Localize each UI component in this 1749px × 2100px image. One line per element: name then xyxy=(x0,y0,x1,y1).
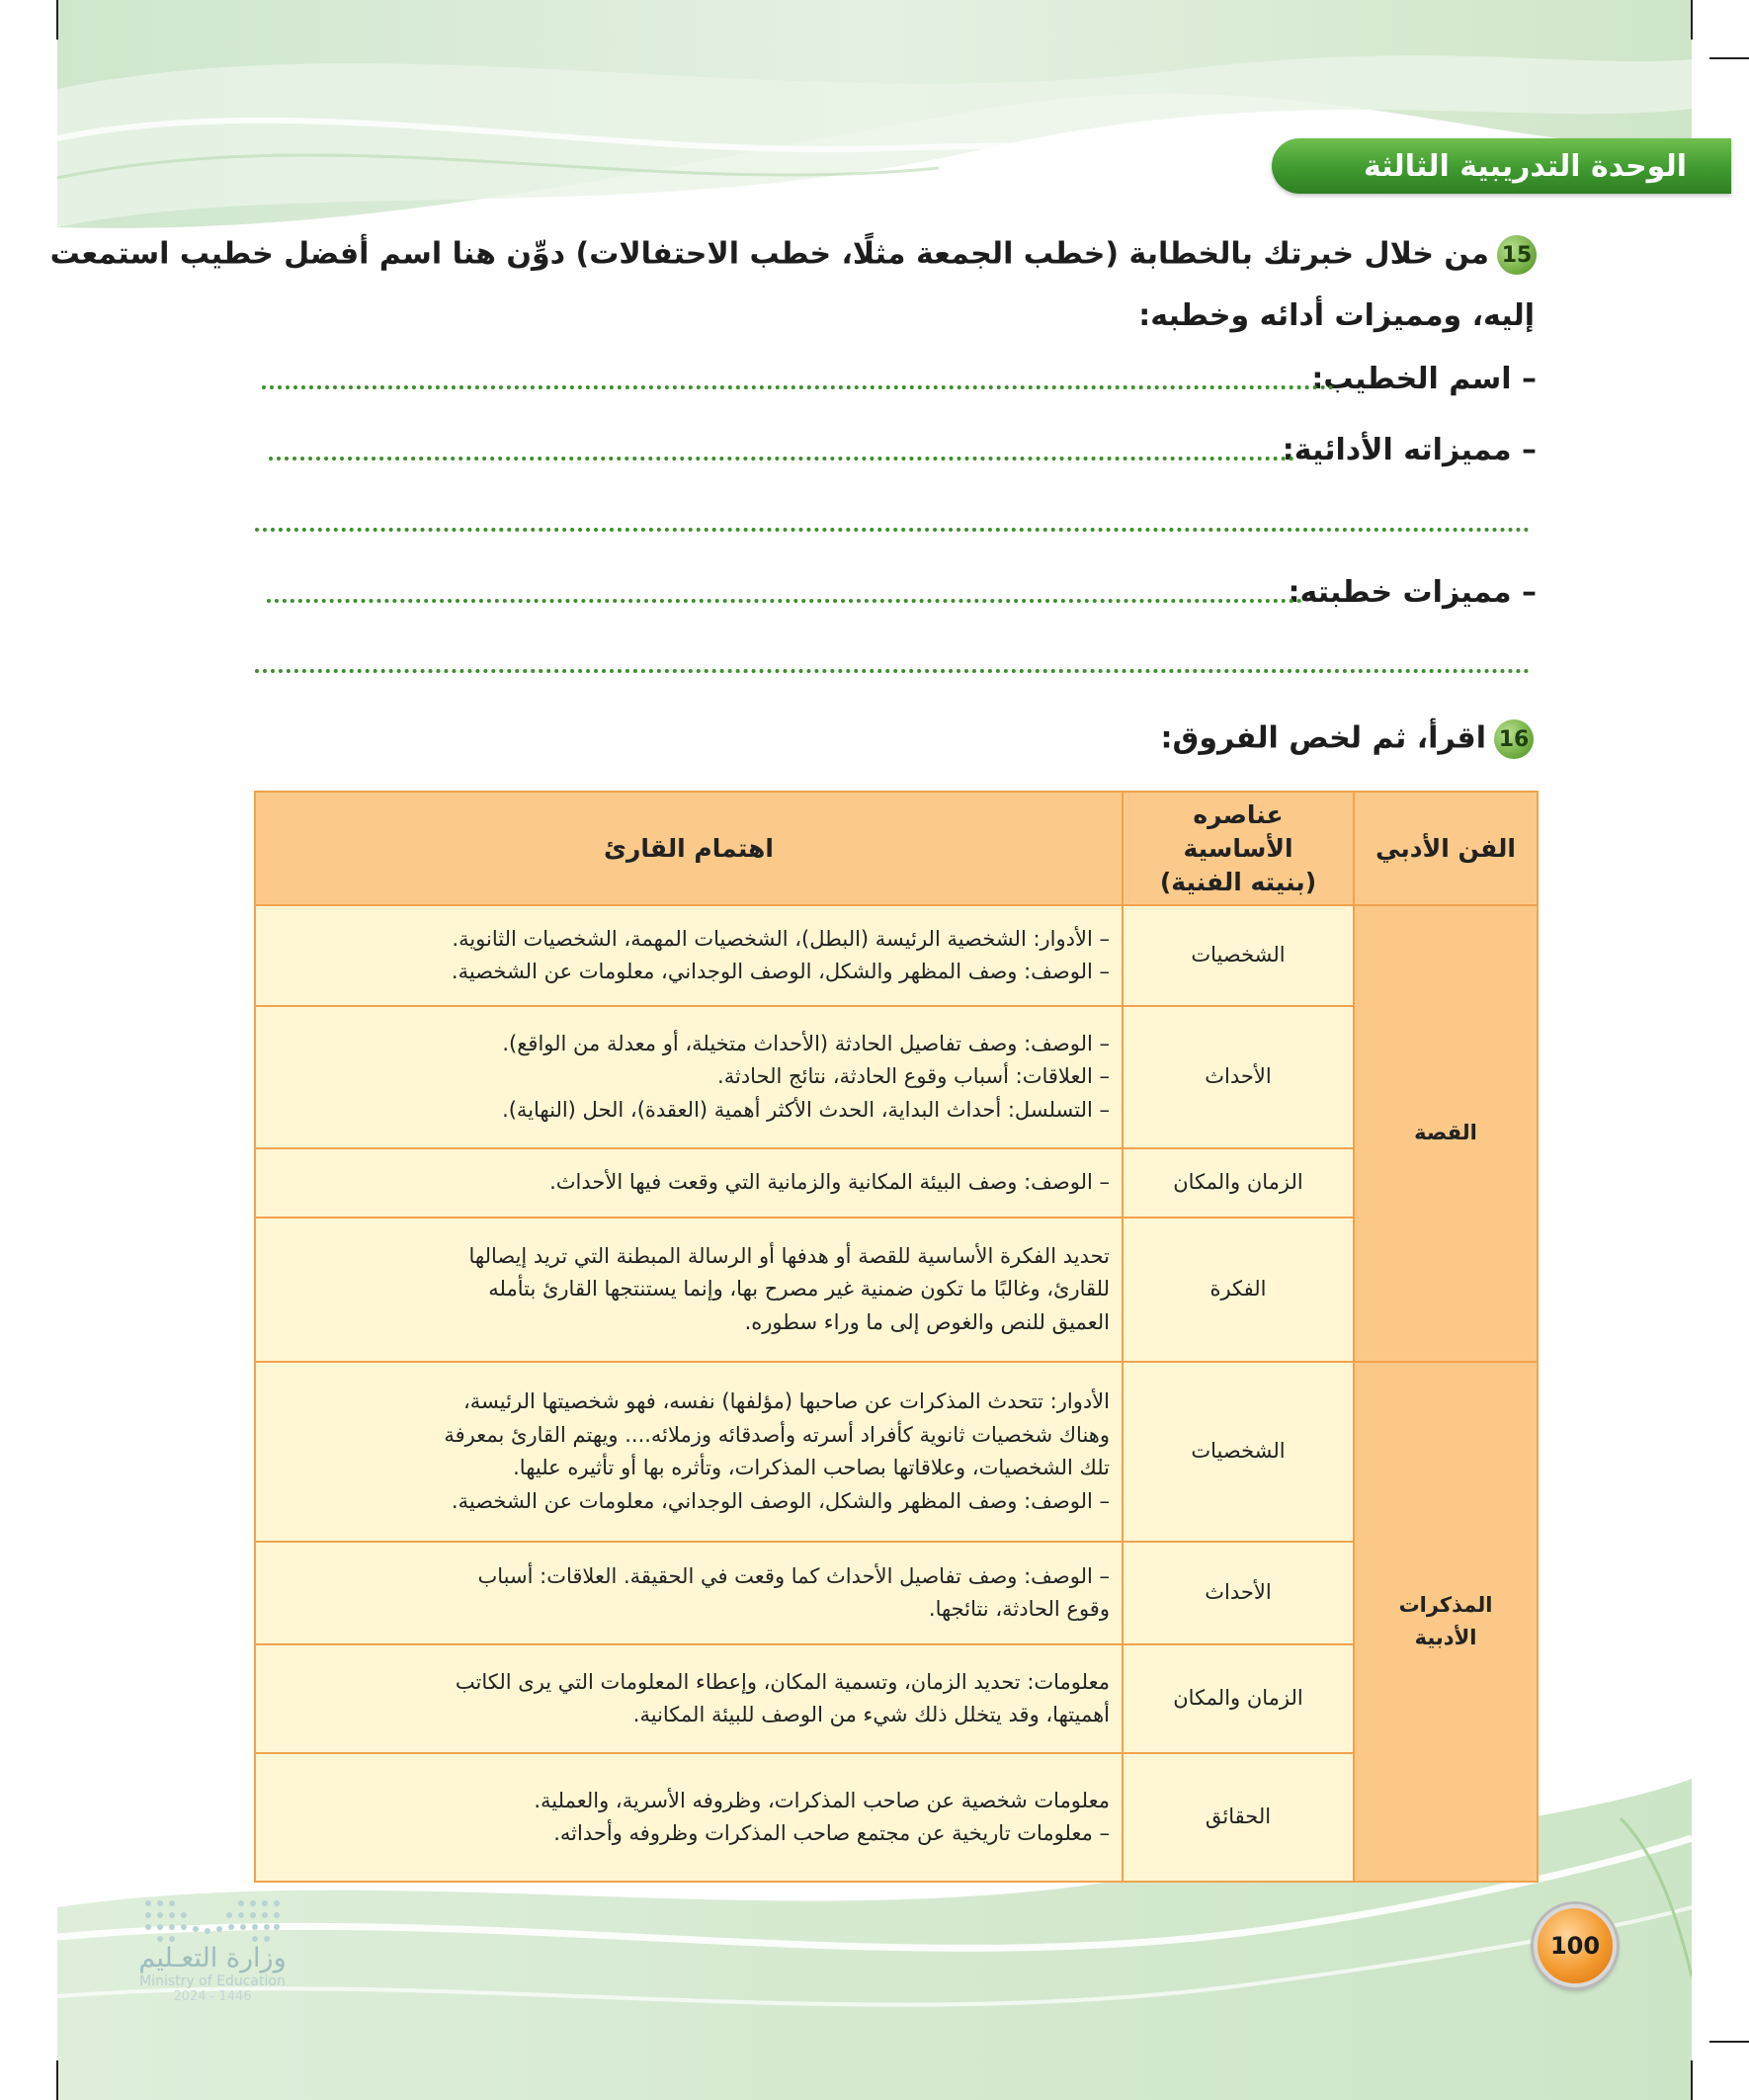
ministry-logo-block xyxy=(94,1895,331,2004)
element-cell: الحقائق xyxy=(1123,1753,1354,1882)
q15-line2 xyxy=(1138,298,1535,333)
table-row xyxy=(255,905,1538,1006)
performance-answer-line-2[interactable] xyxy=(255,528,1530,532)
table-row xyxy=(255,1006,1538,1148)
speaker-name-answer-line[interactable] xyxy=(262,385,1334,389)
element-cell: الزمان والمكان xyxy=(1123,1148,1354,1218)
speaker-name-label: – اسم الخطيب: xyxy=(1311,362,1537,396)
interest-cell: – الوصف: وصف البيئة المكانية والزمانية التي وقعت فيها الأحداث. xyxy=(255,1148,1123,1218)
interest-cell: معلومات شخصية عن صاحب المذكرات، وظروفه الأسرية، والعملية. – معلومات تاريخية عن مجتمع صاحب المذكرات وظروفه وأحداثه. xyxy=(255,1753,1123,1882)
header-interest: اهتمام القارئ xyxy=(255,792,1123,905)
interest-cell: الأدوار: تتحدث المذكرات عن صاحبها (مؤلفها) نفسه، فهو شخصيتها الرئيسة، وهناك شخصيات ثانوية كأفراد أسرته وأصدقائه وزملائه.... ويهتم القارئ بمعرفة تلك الشخصيات، وعلاقاتها بصاحب المذكرات، وتأثره بها أو تأثيره عليها. – الوصف: وصف المظهر والشكل، الوصف الوجداني، معلومات عن الشخصية. xyxy=(255,1362,1123,1542)
interest-cell: معلومات: تحديد الزمان، وتسمية المكان، وإعطاء المعلومات التي يرى الكاتب أهميتها، وقد يتخلل ذلك شيء من الوصف للبيئة المكانية. xyxy=(255,1644,1123,1753)
performance-answer-line-1[interactable] xyxy=(269,457,1294,461)
interest-cell: – الأدوار: الشخصية الرئيسة (البطل)، الشخصيات المهمة، الشخصيات الثانوية. – الوصف: وصف المظهر والشكل، الوصف الوجداني، معلومات عن الشخصية. xyxy=(255,905,1123,1006)
element-cell: الأحداث xyxy=(1123,1542,1354,1644)
speech-features-answer-line-1[interactable] xyxy=(267,599,1302,603)
table-row xyxy=(255,1218,1538,1362)
q15-number-badge: 15 xyxy=(1497,235,1537,275)
genre-story: القصة xyxy=(1354,905,1538,1362)
table-row xyxy=(255,1362,1538,1542)
element-cell: الشخصيات xyxy=(1123,905,1354,1006)
ministry-logo-icon xyxy=(138,1895,287,1943)
genre-memoirs: المذكرات الأدبية xyxy=(1354,1362,1538,1882)
q16-prompt xyxy=(1161,719,1534,759)
page-number: 100 xyxy=(1549,1932,1601,1960)
element-cell: الفكرة xyxy=(1123,1218,1354,1362)
table-row xyxy=(255,1644,1538,1753)
header-genre: الفن الأدبي xyxy=(1354,792,1538,905)
ministry-name-en: Ministry of Education xyxy=(139,1974,286,1989)
table-row xyxy=(255,1542,1538,1644)
q15-text-line1: من خلال خبرتك بالخطابة (خطب الجمعة مثلًا، خطب الاحتفالات) دوِّن هنا اسم أفضل خطيب استمعت xyxy=(49,236,1489,272)
table-header-row xyxy=(255,792,1538,905)
q15-text-line2: إليه، ومميزات أدائه وخطبه: xyxy=(1138,298,1535,333)
element-cell: الشخصيات xyxy=(1123,1362,1354,1542)
q16-text: اقرأ، ثم لخص الفروق: xyxy=(1160,720,1486,756)
element-cell: الأحداث xyxy=(1123,1006,1354,1148)
interest-cell: – الوصف: وصف تفاصيل الأحداث كما وقعت في الحقيقة. العلاقات: أسباب وقوع الحادثة، نتائجها. xyxy=(255,1542,1123,1644)
element-cell: الزمان والمكان xyxy=(1123,1644,1354,1753)
speech-features-answer-line-2[interactable] xyxy=(255,669,1530,673)
table-row xyxy=(255,1753,1538,1882)
q15-line1 xyxy=(50,235,1537,275)
interest-cell: تحديد الفكرة الأساسية للقصة أو هدفها أو الرسالة المبطنة التي تريد إيصالها للقارئ، وغالبًا ما تكون ضمنية غير مصرح بها، وإنما يستنتجها القارئ بتأمله العميق للنص والغوص إلى ما وراء سطوره. xyxy=(255,1218,1123,1362)
ministry-name-ar: وزارة التعـليم xyxy=(138,1943,287,1974)
q16-number-badge: 16 xyxy=(1494,719,1534,759)
header-elements: عناصره الأساسية (بنيته الفنية) xyxy=(1123,792,1354,905)
unit-title: الوحدة التدريبية الثالثة xyxy=(1363,148,1687,184)
table-row xyxy=(255,1148,1538,1218)
unit-title-tab xyxy=(1272,138,1731,194)
speech-features-label: – مميزات خطبته: xyxy=(1288,575,1537,610)
performance-label: – مميزاته الأدائية: xyxy=(1282,433,1537,467)
interest-cell: – الوصف: وصف تفاصيل الحادثة (الأحداث متخيلة، أو معدلة من الواقع). – العلاقات: أسباب وقوع الحادثة، نتائج الحادثة. – التسلسل: أحداث البداية، الحدث الأكثر أهمية (العقدة)، الحل (النهاية). xyxy=(255,1006,1123,1148)
comparison-table xyxy=(254,791,1539,1883)
edition-year: 2024 - 1446 xyxy=(173,1989,252,2004)
page-number-badge xyxy=(1534,1904,1617,1987)
